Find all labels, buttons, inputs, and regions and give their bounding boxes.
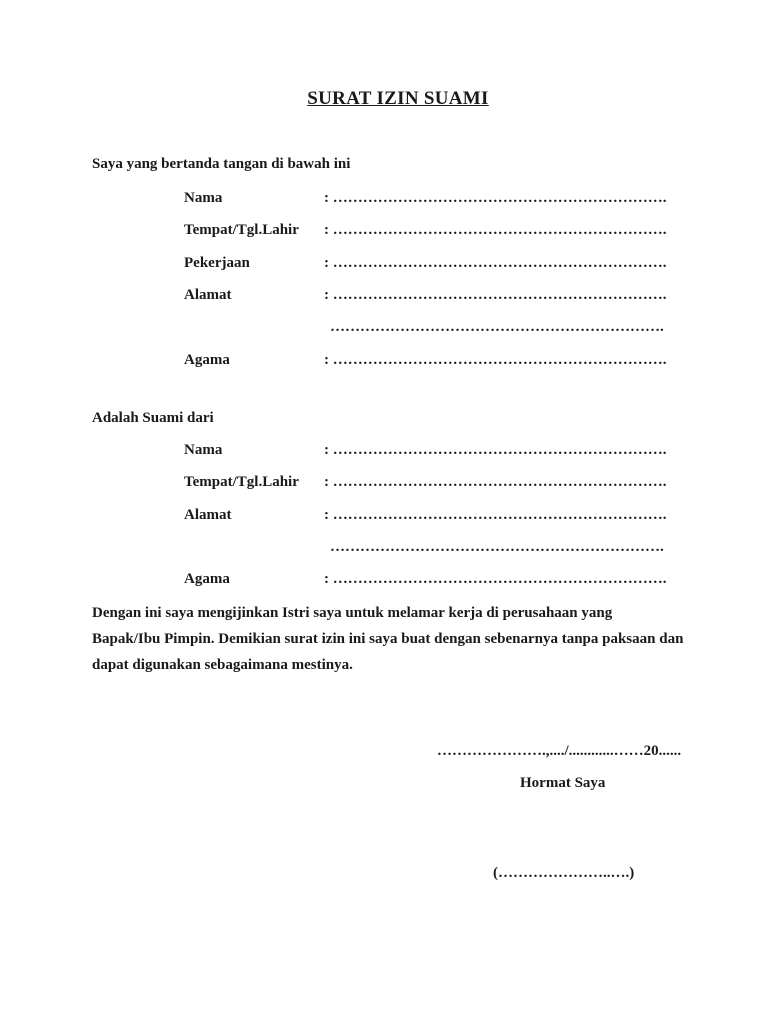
wife-field-agama bbox=[184, 571, 667, 588]
field-value: : …………………………………………………………. bbox=[324, 287, 667, 303]
field-value: : …………………………………………………………. bbox=[324, 222, 667, 238]
document-title: SURAT IZIN SUAMI bbox=[307, 88, 489, 109]
field-label: Alamat bbox=[184, 507, 232, 523]
closing-text: Hormat Saya bbox=[520, 775, 606, 791]
place-date-line: ………………….,..../............……20...... bbox=[437, 743, 682, 759]
field-value: : …………………………………………………………. bbox=[324, 352, 667, 368]
husband-field-nama bbox=[184, 190, 667, 207]
field-label: Pekerjaan bbox=[184, 255, 250, 271]
husband-field-alamat bbox=[184, 287, 667, 304]
wife-field-tempat-tgl-lahir bbox=[184, 474, 667, 491]
field-label: Tempat/Tgl.Lahir bbox=[184, 222, 299, 238]
permission-paragraph bbox=[92, 600, 712, 678]
field-label: Agama bbox=[184, 352, 230, 368]
field-value: : …………………………………………………………. bbox=[324, 474, 667, 490]
field-value: : …………………………………………………………. bbox=[324, 190, 667, 206]
husband-field-alamat-continued: …………………………………………………………. bbox=[330, 319, 664, 335]
intro-text: Saya yang bertanda tangan di bawah ini bbox=[92, 156, 351, 172]
field-value: : …………………………………………………………. bbox=[324, 571, 667, 587]
wife-intro-text: Adalah Suami dari bbox=[92, 410, 214, 426]
wife-field-alamat bbox=[184, 507, 667, 524]
paragraph-line: dapat digunakan sebagaimana mestinya. bbox=[92, 657, 353, 673]
field-label: Nama bbox=[184, 442, 223, 458]
husband-field-agama bbox=[184, 352, 667, 369]
paragraph-line: Bapak/Ibu Pimpin. Demikian surat izin ini saya buat dengan sebenarnya tanpa paksaan dan bbox=[92, 631, 684, 647]
signature-line: (…………………..….) bbox=[493, 865, 635, 881]
field-label: Tempat/Tgl.Lahir bbox=[184, 474, 299, 490]
wife-field-alamat-continued: …………………………………………………………. bbox=[330, 539, 664, 555]
husband-field-tempat-tgl-lahir bbox=[184, 222, 667, 239]
field-label: Nama bbox=[184, 190, 223, 206]
paragraph-line: Dengan ini saya mengijinkan Istri saya untuk melamar kerja di perusahaan yang bbox=[92, 605, 613, 621]
field-label: Alamat bbox=[184, 287, 232, 303]
wife-field-nama bbox=[184, 442, 667, 459]
field-value: : …………………………………………………………. bbox=[324, 507, 667, 523]
field-label: Agama bbox=[184, 571, 230, 587]
field-value: : …………………………………………………………. bbox=[324, 255, 667, 271]
husband-field-pekerjaan bbox=[184, 255, 667, 272]
field-value: : …………………………………………………………. bbox=[324, 442, 667, 458]
